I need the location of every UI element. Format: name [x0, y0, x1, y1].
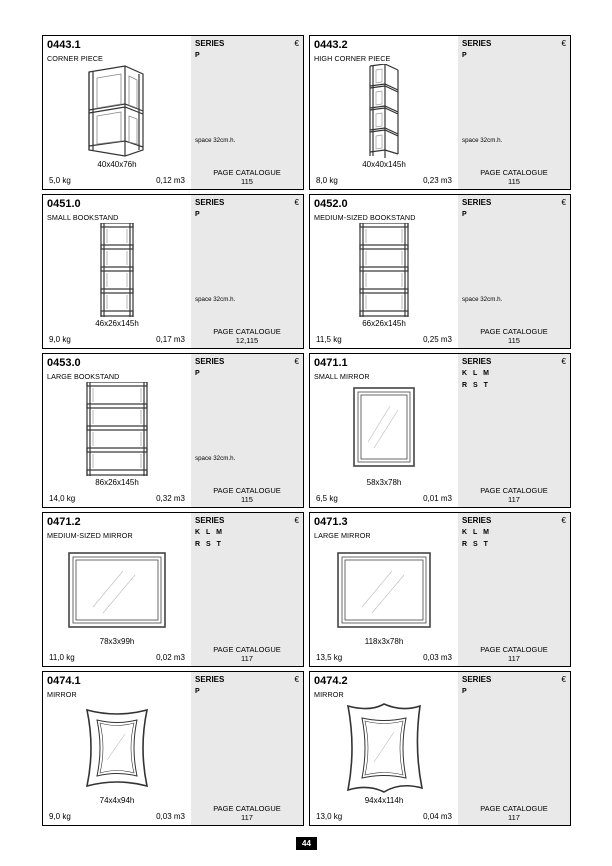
series-label: SERIES: [195, 39, 225, 48]
series-value: K L M R S T: [195, 529, 224, 548]
medium-bookstand-image: [310, 223, 458, 319]
volume: 0,03 m3: [156, 812, 185, 821]
catalogue-page-number: 115: [508, 335, 520, 345]
space-note: space 32cm.h.: [462, 296, 503, 303]
currency-symbol: €: [561, 357, 566, 366]
product-card: [309, 35, 571, 190]
series-label: SERIES: [462, 198, 492, 207]
series-label: SERIES: [195, 357, 225, 366]
catalogue-page-number: 12,115: [235, 335, 259, 345]
page-catalogue: PAGE CATALOGUE 117: [191, 805, 303, 822]
product-code: 0453.0: [47, 357, 81, 369]
series-value: P: [462, 211, 469, 218]
product-card: [309, 194, 571, 349]
series-panel: [458, 672, 570, 825]
product-name: LARGE BOOKSTAND: [47, 372, 120, 381]
space-note: space 32cm.h.: [195, 296, 236, 303]
volume: 0,23 m3: [423, 176, 452, 185]
series-panel: [458, 354, 570, 507]
currency-symbol: €: [294, 39, 299, 48]
product-code: 0474.1: [47, 675, 81, 687]
series-panel: [191, 513, 303, 666]
weight: 9,0 kg: [49, 335, 71, 344]
catalogue-page-number: 115: [241, 176, 253, 186]
volume: 0,25 m3: [423, 335, 452, 344]
series-label: SERIES: [462, 516, 492, 525]
dimensions: 78x3x99h: [99, 637, 135, 646]
series-label: SERIES: [462, 357, 492, 366]
page-catalogue: PAGE CATALOGUE 115: [191, 487, 303, 504]
large-bookstand-image: [43, 382, 191, 478]
catalogue-page-number: 117: [508, 812, 520, 822]
currency-symbol: €: [294, 198, 299, 207]
product-name: CORNER PIECE: [47, 54, 103, 63]
product-name: LARGE MIRROR: [314, 531, 371, 540]
catalogue-page-number: 117: [508, 653, 520, 663]
large-mirror-image: [310, 541, 458, 637]
series-panel: [191, 354, 303, 507]
product-name: MEDIUM-SIZED MIRROR: [47, 531, 133, 540]
dimensions: 94x4x114h: [364, 796, 404, 805]
wavy-mirror-image: [310, 700, 458, 796]
series-panel: [191, 36, 303, 189]
currency-symbol: €: [561, 516, 566, 525]
volume: 0,03 m3: [423, 653, 452, 662]
product-name: HIGH CORNER PIECE: [314, 54, 391, 63]
currency-symbol: €: [294, 516, 299, 525]
product-name: MIRROR: [47, 690, 77, 699]
high-corner-piece-image: [310, 64, 458, 160]
product-code: 0443.1: [47, 39, 81, 51]
small-mirror-image: [310, 382, 458, 478]
product-name: SMALL MIRROR: [314, 372, 370, 381]
series-label: SERIES: [462, 675, 492, 684]
series-label: SERIES: [195, 516, 225, 525]
page-catalogue: PAGE CATALOGUE 115: [191, 169, 303, 186]
product-card: [42, 35, 304, 190]
weight: 13,0 kg: [316, 812, 343, 821]
page-catalogue: PAGE CATALOGUE 117: [458, 487, 570, 504]
series-value: P: [195, 52, 202, 59]
product-name: MEDIUM-SIZED BOOKSTAND: [314, 213, 416, 222]
product-name: MIRROR: [314, 690, 344, 699]
series-label: SERIES: [195, 675, 225, 684]
series-panel: [191, 672, 303, 825]
dimensions: 58x3x78h: [366, 478, 402, 487]
series-value: P: [195, 370, 202, 377]
page-catalogue: PAGE CATALOGUE 117: [458, 805, 570, 822]
volume: 0,12 m3: [156, 176, 185, 185]
product-card: [42, 194, 304, 349]
series-value: P: [195, 211, 202, 218]
series-panel: [458, 36, 570, 189]
corner-piece-image: [43, 64, 191, 160]
product-code: 0471.3: [314, 516, 348, 528]
product-card: [309, 671, 571, 826]
volume: 0,32 m3: [156, 494, 185, 503]
product-card: [309, 512, 571, 667]
page-catalogue: PAGE CATALOGUE 115: [458, 328, 570, 345]
volume: 0,01 m3: [423, 494, 452, 503]
dimensions: 118x3x78h: [364, 637, 404, 646]
weight: 11,5 kg: [316, 335, 342, 344]
catalogue-page-number: 117: [508, 494, 520, 504]
weight: 11,0 kg: [49, 653, 75, 662]
product-code: 0452.0: [314, 198, 348, 210]
product-grid: [42, 35, 571, 829]
currency-symbol: €: [561, 675, 566, 684]
series-value: P: [462, 52, 469, 59]
catalogue-page-number: 117: [241, 812, 253, 822]
dimensions: 74x4x94h: [99, 796, 135, 805]
series-label: SERIES: [195, 198, 225, 207]
space-note: space 32cm.h.: [195, 137, 236, 144]
weight: 5,0 kg: [49, 176, 71, 185]
currency-symbol: €: [561, 39, 566, 48]
dimensions: 66x26x145h: [362, 319, 406, 328]
product-code: 0443.2: [314, 39, 348, 51]
weight: 9,0 kg: [49, 812, 71, 821]
dimensions: 86x26x145h: [95, 478, 139, 487]
dimensions: 40x40x145h: [362, 160, 406, 169]
series-panel: [458, 513, 570, 666]
product-code: 0471.2: [47, 516, 81, 528]
weight: 8,0 kg: [316, 176, 338, 185]
volume: 0,02 m3: [156, 653, 185, 662]
weight: 6,5 kg: [316, 494, 338, 503]
catalogue-page-number: 117: [241, 653, 253, 663]
product-code: 0471.1: [314, 357, 348, 369]
currency-symbol: €: [561, 198, 566, 207]
product-card: [42, 671, 304, 826]
currency-symbol: €: [294, 675, 299, 684]
curved-mirror-image: [43, 700, 191, 796]
space-note: space 32cm.h.: [462, 137, 503, 144]
catalogue-page-number: 115: [241, 494, 253, 504]
product-card: [42, 353, 304, 508]
product-code: 0474.2: [314, 675, 348, 687]
dimensions: 46x26x145h: [95, 319, 139, 328]
page-catalogue: PAGE CATALOGUE 12,115: [191, 328, 303, 345]
series-panel: [191, 195, 303, 348]
catalogue-page-number: 115: [508, 176, 520, 186]
series-value: K L M R S T: [462, 529, 491, 548]
space-note: space 32cm.h.: [195, 455, 236, 462]
series-value: P: [462, 688, 469, 695]
page-catalogue: PAGE CATALOGUE 117: [191, 646, 303, 663]
series-value: P: [195, 688, 202, 695]
medium-mirror-image: [43, 541, 191, 637]
small-bookstand-image: [43, 223, 191, 319]
page-catalogue: PAGE CATALOGUE 117: [458, 646, 570, 663]
volume: 0,04 m3: [423, 812, 452, 821]
series-label: SERIES: [462, 39, 492, 48]
product-card: [309, 353, 571, 508]
page-number: 44: [296, 837, 317, 850]
page-catalogue: PAGE CATALOGUE 115: [458, 169, 570, 186]
product-name: SMALL BOOKSTAND: [47, 213, 119, 222]
volume: 0,17 m3: [156, 335, 185, 344]
weight: 13,5 kg: [316, 653, 343, 662]
series-value: K L M R S T: [462, 370, 491, 389]
dimensions: 40x40x76h: [97, 160, 137, 169]
product-code: 0451.0: [47, 198, 81, 210]
weight: 14,0 kg: [49, 494, 76, 503]
product-card: [42, 512, 304, 667]
series-panel: [458, 195, 570, 348]
currency-symbol: €: [294, 357, 299, 366]
